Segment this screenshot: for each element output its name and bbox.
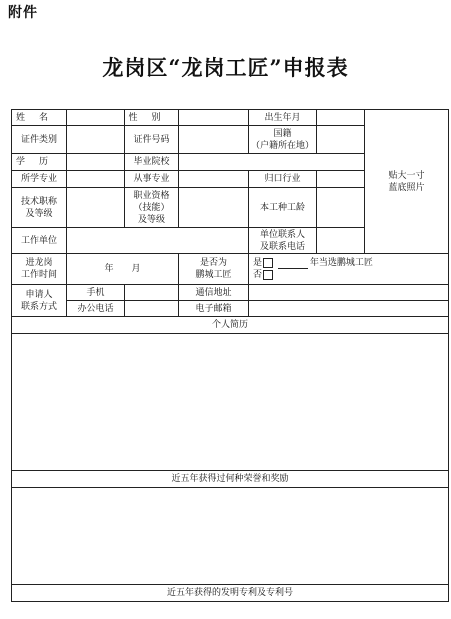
education-label: 学历: [12, 154, 67, 171]
resume-heading: 个人简历: [12, 317, 449, 334]
honors-field[interactable]: [12, 488, 449, 585]
pengcheng-yes-option[interactable]: [253, 257, 448, 269]
no-checkbox[interactable]: [263, 270, 273, 280]
address-field[interactable]: [249, 285, 449, 301]
occupation-major-label: 从事专业: [125, 171, 179, 188]
yes-label: 是: [253, 258, 263, 268]
major-label: 所学专业: [12, 171, 67, 188]
yes-checkbox[interactable]: [263, 258, 273, 268]
email-field[interactable]: [249, 301, 449, 317]
is-pengcheng-label: 是否为 鹏城工匠: [179, 254, 249, 285]
gender-label: 性别: [125, 110, 179, 126]
office-phone-field[interactable]: [125, 301, 179, 317]
application-form-table: [11, 109, 449, 602]
employer-field[interactable]: [67, 228, 249, 254]
school-field[interactable]: [179, 154, 365, 171]
email-label: 电子邮箱: [179, 301, 249, 317]
resume-field[interactable]: [12, 334, 449, 471]
employer-contact-label: 单位联系人 及联系电话: [249, 228, 317, 254]
nationality-field[interactable]: [317, 126, 365, 154]
occupation-major-field[interactable]: [179, 171, 249, 188]
industry-field[interactable]: [317, 171, 365, 188]
name-label: 姓名: [12, 110, 67, 126]
tech-title-label: 技术职称 及等级: [12, 188, 67, 228]
school-label: 毕业院校: [125, 154, 179, 171]
industry-label: 归口行业: [249, 171, 317, 188]
id-type-field[interactable]: [67, 126, 125, 154]
education-field[interactable]: [67, 154, 125, 171]
join-time-field[interactable]: 年 月: [67, 254, 179, 285]
nationality-label: 国籍 （户籍所在地）: [249, 126, 317, 154]
vocational-qualification-label: 职业资格 （技能） 及等级: [125, 188, 179, 228]
vocational-qualification-field[interactable]: [179, 188, 249, 228]
no-label: 否: [253, 270, 263, 280]
gender-field[interactable]: [179, 110, 249, 126]
id-number-label: 证件号码: [125, 126, 179, 154]
page-title: 龙岗区“龙岗工匠”申报表: [102, 55, 349, 80]
mobile-label: 手机: [67, 285, 125, 301]
id-type-label: 证件类别: [12, 126, 67, 154]
honors-heading: 近五年获得过何种荣誉和奖励: [12, 471, 449, 488]
yes-suffix: 年当选鹏城工匠: [309, 258, 373, 268]
pengcheng-options: [249, 254, 449, 285]
photo-placeholder[interactable]: 贴大一寸 蓝底照片: [365, 110, 449, 254]
applicant-contact-label: 申请人 联系方式: [12, 285, 67, 317]
tech-title-field[interactable]: [67, 188, 125, 228]
employer-contact-field[interactable]: [317, 228, 365, 254]
pengcheng-no-option[interactable]: [253, 269, 448, 281]
work-years-field[interactable]: [317, 188, 365, 228]
birth-date-field[interactable]: [317, 110, 365, 126]
birth-date-label: 出生年月: [249, 110, 317, 126]
patents-heading: 近五年获得的发明专利及专利号: [12, 585, 449, 602]
id-number-field[interactable]: [179, 126, 249, 154]
employer-label: 工作单位: [12, 228, 67, 254]
address-label: 通信地址: [179, 285, 249, 301]
name-field[interactable]: [67, 110, 125, 126]
office-phone-label: 办公电话: [67, 301, 125, 317]
major-field[interactable]: [67, 171, 125, 188]
attachment-label: 附件: [8, 5, 38, 21]
join-time-label: 进龙岗 工作时间: [12, 254, 67, 285]
pengcheng-year-field[interactable]: [278, 259, 308, 269]
work-years-label: 本工种工龄: [249, 188, 317, 228]
mobile-field[interactable]: [125, 285, 179, 301]
